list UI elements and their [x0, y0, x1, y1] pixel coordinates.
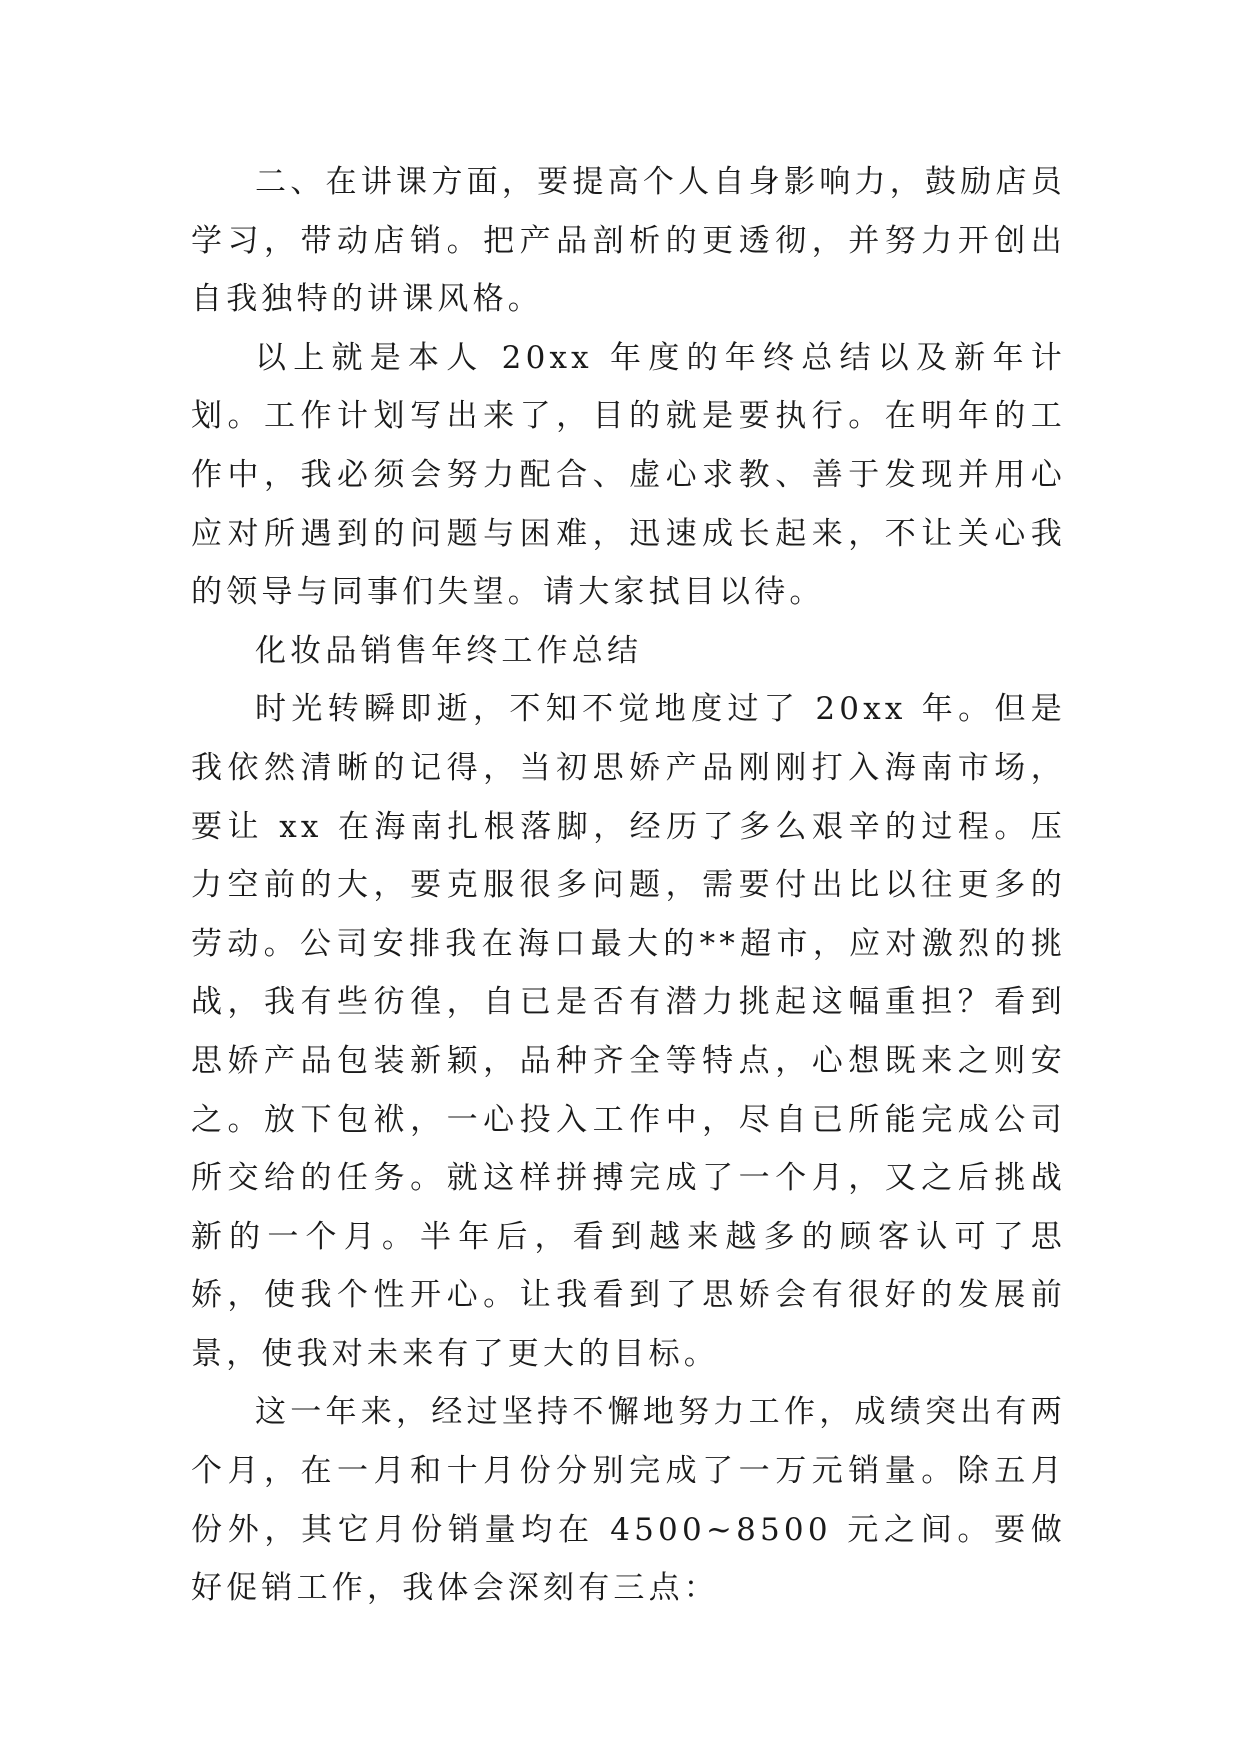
paragraph-summary-conclusion: 以上就是本人 20xx 年度的年终总结以及新年计划。工作计划写出来了，目的就是要执行。在明年的工作中，我必须会努力配合、虚心求教、善于发现并用心应对所遇到的问题与困难，迅速成长起来，不让关心我的领导与同事们失望。请大家拭目以待。 — [191, 339, 1066, 611]
paragraph-lecture: 二、在讲课方面，要提高个人自身影响力，鼓励店员学习，带动店销。把产品剖析的更透彻，并努力开创出自我独特的讲课风格。 — [191, 164, 1066, 318]
document-body — [191, 153, 1066, 1618]
paragraph-time-flies: 时光转瞬即逝，不知不觉地度过了 20xx 年。但是我依然清晰的记得，当初思娇产品刚刚打入海南市场，要让 xx 在海南扎根落脚，经历了多么艰辛的过程。压力空前的大，要克服很多问题，需要付出比以往更多的劳动。公司安排我在海口最大的**超市，应对激烈的挑战，我有些彷徨，自已是否有潜力挑起这幅重担？看到思娇产品包装新颖，品种齐全等特点，心想既来之则安之。放下包袱，一心投入工作中，尽自已所能完成公司所交给的任务。就这样拼搏完成了一个月，又之后挑战新的一个月。半年后，看到越来越多的顾客认可了思娇，使我个性开心。让我看到了思娇会有很好的发展前景，使我对未来有了更大的目标。 — [191, 691, 1066, 1372]
paragraph-sales-results: 这一年来，经过坚持不懈地努力工作，成绩突出有两个月，在一月和十月份分别完成了一万元销量。除五月份外，其它月份销量均在 4500~8500 元之间。要做好促销工作，我体会深刻有三点： — [191, 1394, 1066, 1607]
section-heading: 化妆品销售年终工作总结 — [255, 632, 643, 669]
